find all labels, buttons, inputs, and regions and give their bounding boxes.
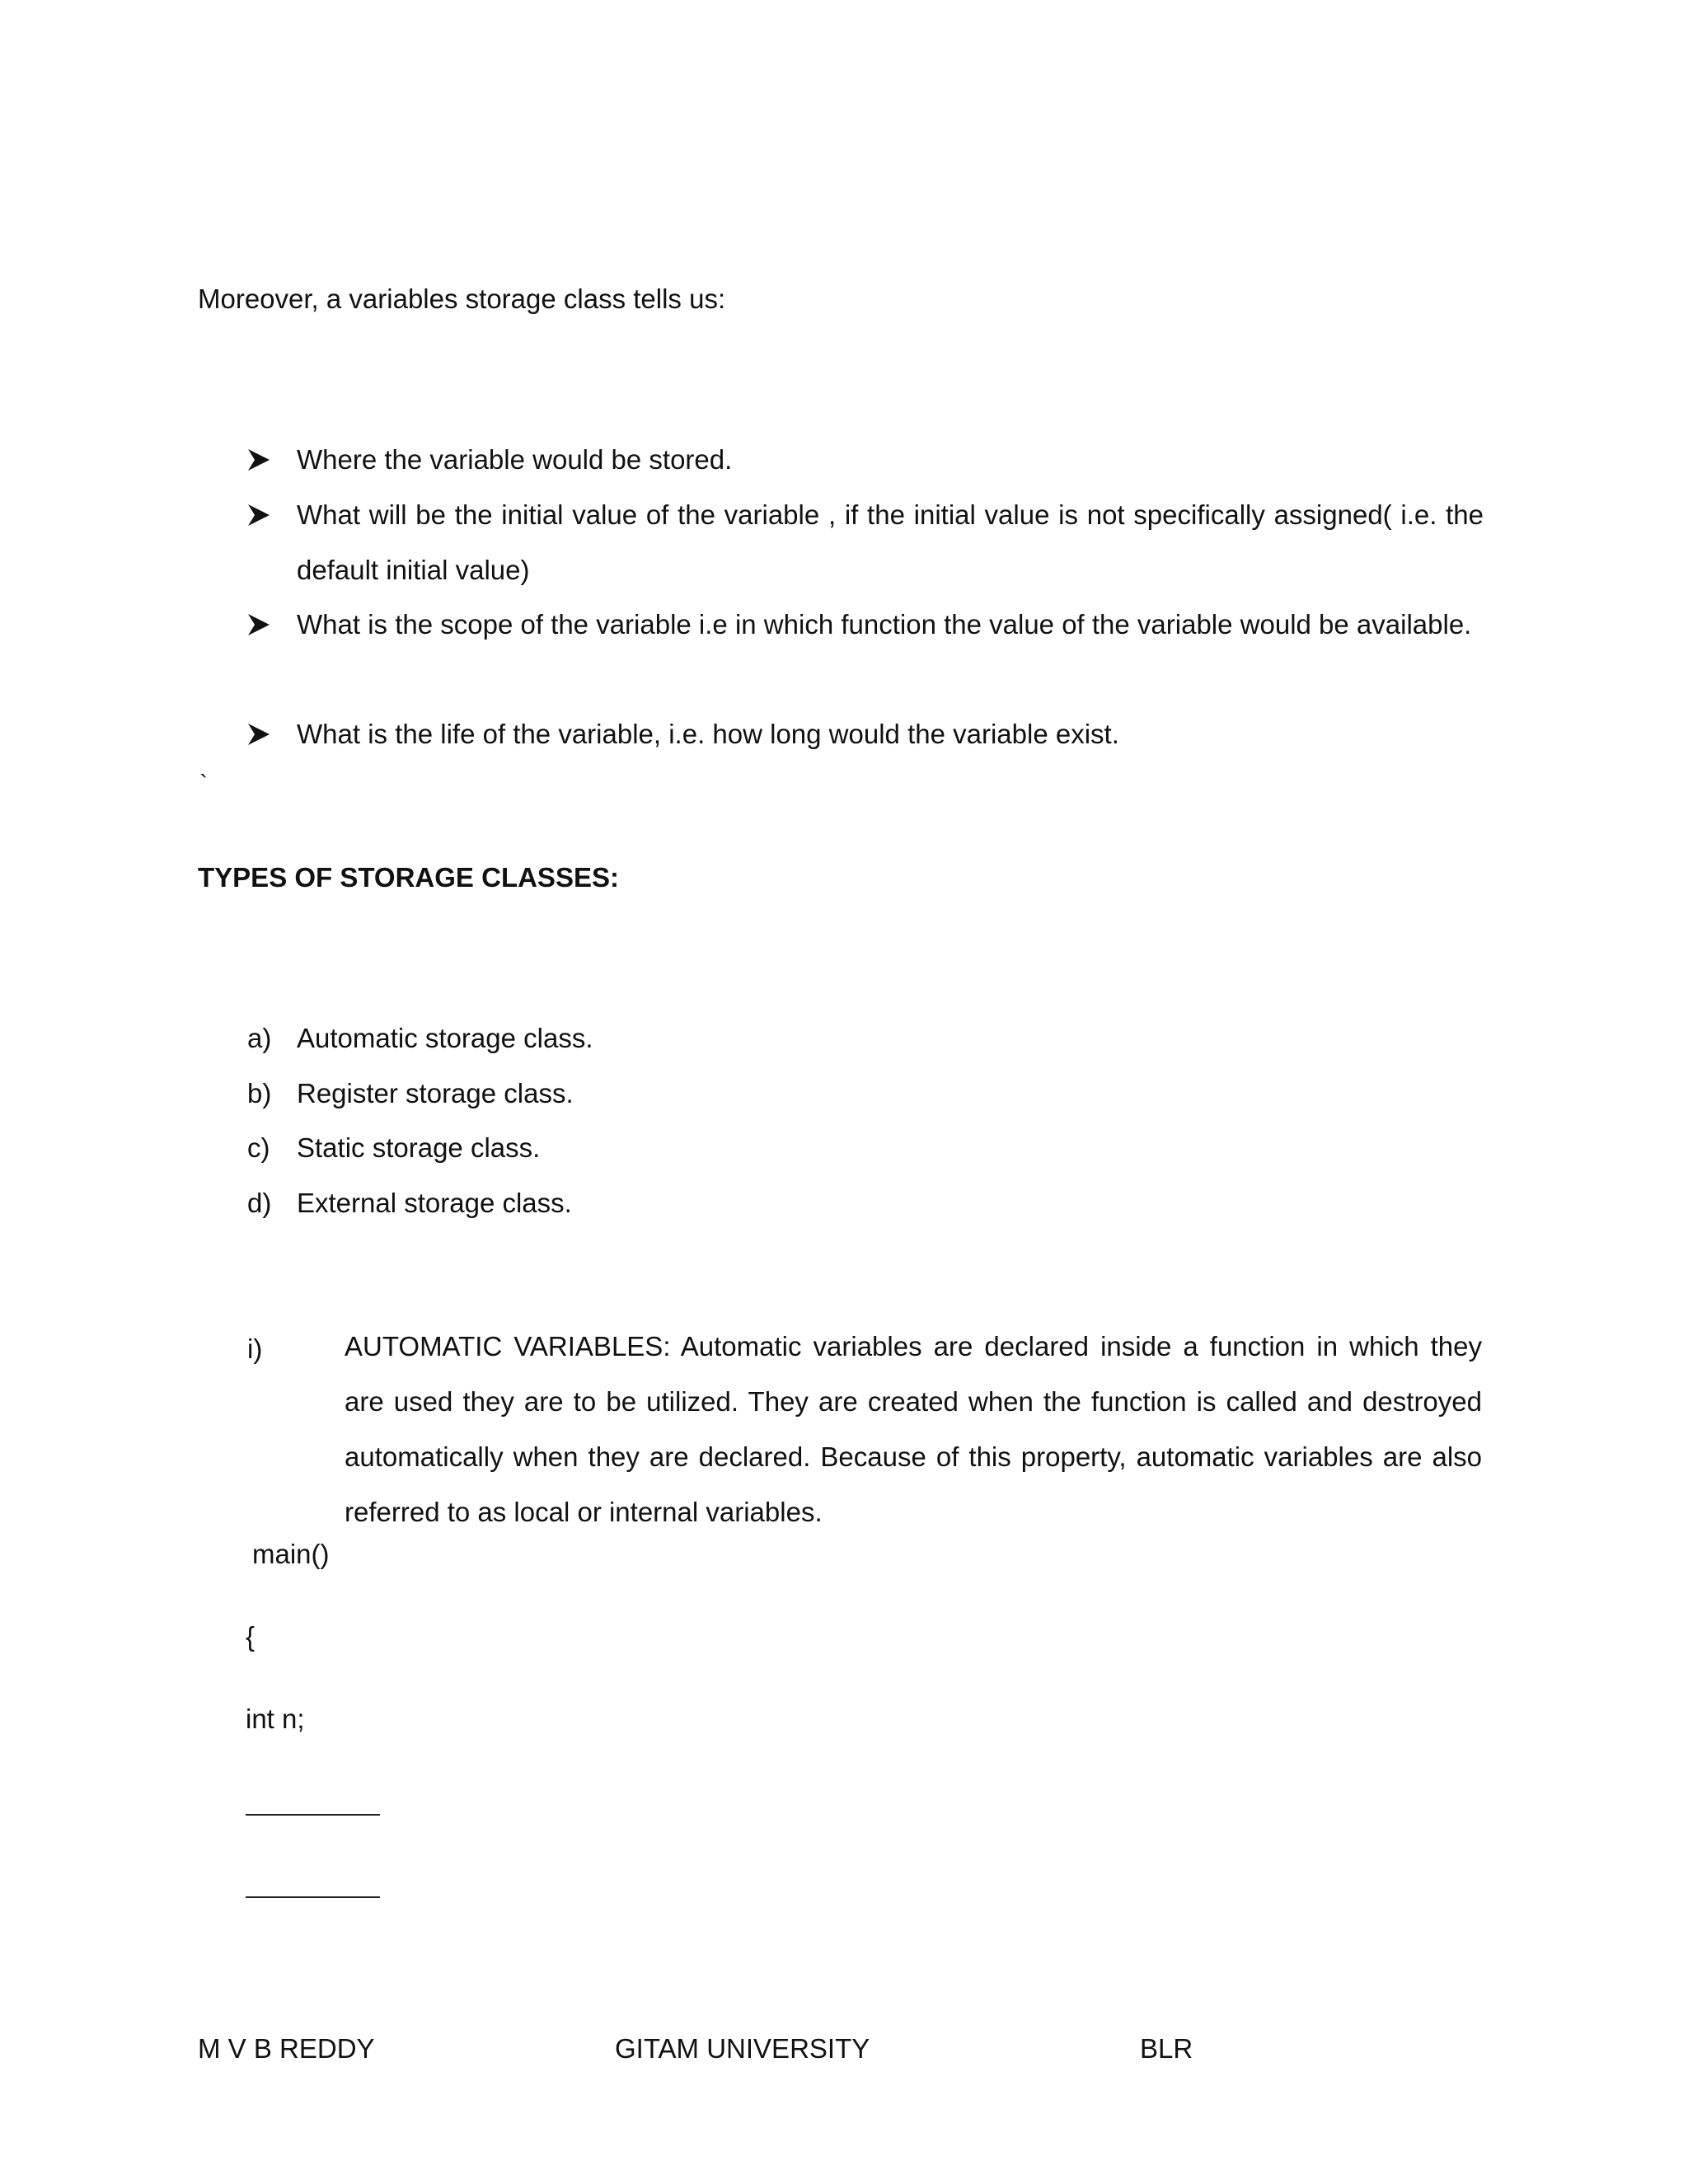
footer-location: BLR [1140, 2033, 1193, 2064]
blank-line [246, 1814, 380, 1816]
list-item-text: Where the variable would be stored. [297, 444, 733, 475]
code-line: int n; [246, 1704, 305, 1734]
list-marker: d) [247, 1188, 272, 1218]
list-item-text: Static storage class. [297, 1132, 541, 1163]
list-item [247, 1022, 593, 1055]
code-line: { [246, 1621, 256, 1652]
list-item-text: External storage class. [297, 1188, 572, 1218]
list-item [247, 1187, 572, 1220]
arrowhead-bullet-icon [247, 504, 270, 527]
stray-mark: ` [199, 771, 208, 798]
list-item [247, 1077, 574, 1110]
section-heading: TYPES OF STORAGE CLASSES: [198, 862, 619, 893]
arrowhead-bullet-icon [247, 613, 270, 636]
list-marker: a) [247, 1023, 272, 1053]
list-item-text: What is the scope of the variable i.e in which function the value of the variable would be available. [297, 609, 1472, 640]
list-marker: c) [247, 1132, 270, 1163]
list-item-text: What is the life of the variable, i.e. how long would the variable exist. [297, 719, 1119, 749]
list-marker: b) [247, 1078, 272, 1108]
arrowhead-bullet-icon [247, 723, 270, 746]
list-item-text: Register storage class. [297, 1078, 574, 1108]
code-line: main() [252, 1539, 330, 1569]
list-item [247, 1132, 540, 1165]
footer-author: M V B REDDY [198, 2033, 375, 2064]
section-paragraph: AUTOMATIC VARIABLES: Automatic variables are declared inside a function in which they are used they are to be utilized. They are created when the function is called and destroyed automatically when they are declared. Because of this property, automatic variables are also referred to as local or internal variables. [345, 1331, 1482, 1527]
section-marker: i) [247, 1333, 263, 1364]
arrowhead-bullet-icon [247, 448, 270, 471]
list-item-text: Automatic storage class. [297, 1023, 593, 1053]
blank-line [246, 1896, 380, 1898]
intro-text: Moreover, a variables storage class tells us: [198, 284, 726, 314]
list-item-text: What will be the initial value of the variable , if the initial value is not specifically assigned( i.e. the default initial value) [297, 499, 1484, 585]
footer-university: GITAM UNIVERSITY [615, 2033, 870, 2064]
